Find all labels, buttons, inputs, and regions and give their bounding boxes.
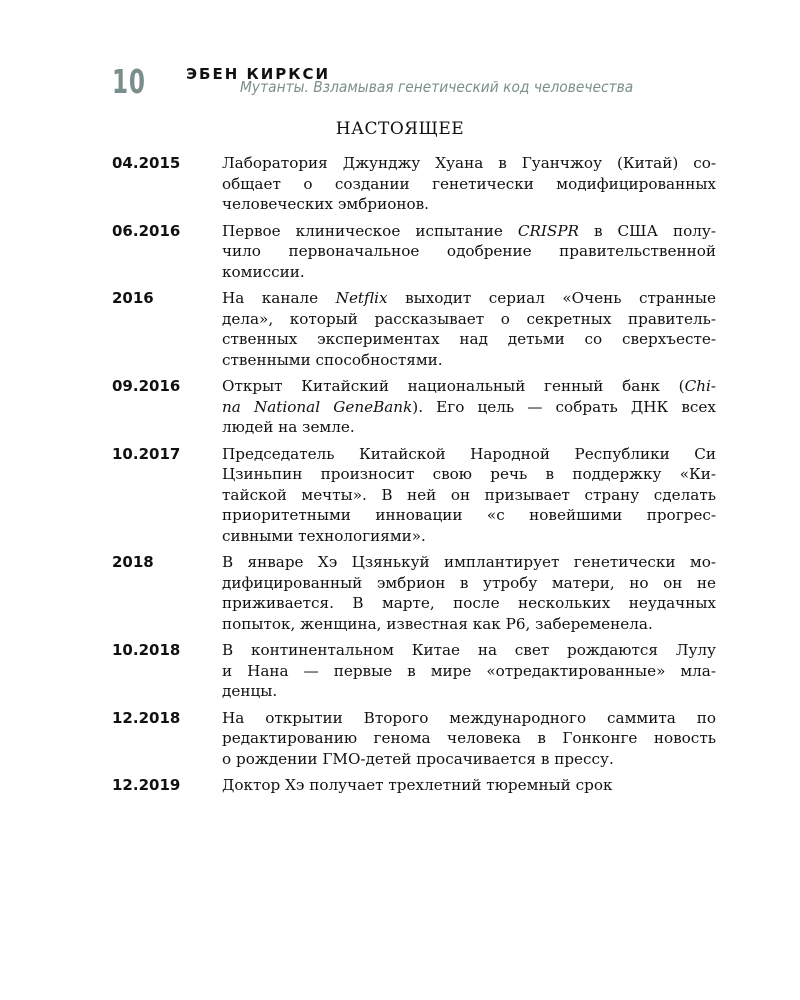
entry-text xyxy=(222,552,716,634)
entry-line: тайской мечты». В ней он призывает страну сделать xyxy=(222,485,716,504)
entry-text xyxy=(222,444,716,547)
timeline-entry xyxy=(112,775,716,796)
entry-date: 2016 xyxy=(112,289,154,307)
timeline-entry xyxy=(112,708,716,770)
entry-date: 12.2018 xyxy=(112,708,181,727)
entry-line: человеческих эмбрионов. xyxy=(222,195,429,213)
entry-text xyxy=(222,775,716,796)
entry-line: дела», который рассказывает о секретных правитель- xyxy=(222,309,716,328)
italic-run: na National GeneBank xyxy=(222,397,413,416)
entry-date: 09.2016 xyxy=(112,377,181,395)
entry-line: денцы. xyxy=(222,682,278,700)
entry-text xyxy=(222,376,716,438)
timeline-entry xyxy=(112,288,716,370)
entry-line: В январе Хэ Цзянькуй имплантирует генетически мо- xyxy=(222,553,716,571)
entry-line: дифицированный эмбрион в утробу матери, но он не xyxy=(222,573,716,592)
entry-line: людей на земле. xyxy=(222,418,355,436)
entry-text xyxy=(222,153,716,215)
entry-line xyxy=(222,397,716,418)
entry-date: 2018 xyxy=(112,553,154,571)
entry-line xyxy=(222,221,716,242)
entry-line: попыток, женщина, известная как Р6, забеременела. xyxy=(222,614,653,633)
timeline-entry xyxy=(112,640,716,702)
italic-run: Chi- xyxy=(684,377,716,395)
timeline-entry xyxy=(112,444,716,547)
entry-line xyxy=(222,288,716,309)
entry-line: приживается. В марте, после нескольких неудачных xyxy=(222,594,716,612)
entry-date: 10.2017 xyxy=(112,444,181,463)
text-run: выходит сериал «Очень странные xyxy=(387,289,716,307)
entry-date: 04.2015 xyxy=(112,154,181,172)
book-title: Мутанты. Взламывая генетический код человечества xyxy=(240,78,634,96)
running-header xyxy=(112,58,712,102)
section-title: НАСТОЯЩЕЕ xyxy=(335,119,465,139)
entry-line: Доктор Хэ получает трехлетний тюремный срок xyxy=(222,776,613,794)
timeline xyxy=(112,153,716,802)
text-run: ). Его цель — собрать ДНК всех xyxy=(412,397,716,416)
timeline-entry xyxy=(112,153,716,215)
entry-line: общает о создании генетически модифицированных xyxy=(222,174,716,193)
entry-date: 10.2018 xyxy=(112,641,181,659)
entry-text xyxy=(222,288,716,370)
entry-line: Председатель Китайской Народной Республики Си xyxy=(222,444,716,463)
entry-line xyxy=(222,376,716,397)
entry-text xyxy=(222,221,716,283)
text-run: Первое клиническое испытание xyxy=(222,221,518,240)
entry-line: Цзиньпин произносит свою речь в поддержку «Ки- xyxy=(222,465,716,483)
entry-line: Лаборатория Джунджу Хуана в Гуанчжоу (Китай) со- xyxy=(222,154,716,172)
entry-line: комиссии. xyxy=(222,262,305,281)
entry-date: 12.2019 xyxy=(112,776,181,794)
entry-line: На открытии Второго международного саммита по xyxy=(222,708,716,727)
entry-line: ственными способностями. xyxy=(222,350,443,369)
entry-text xyxy=(222,640,716,702)
entry-line: сивными технологиями». xyxy=(222,526,426,545)
entry-date: 06.2016 xyxy=(112,221,181,240)
text-run: Открыт Китайский национальный генный банк ( xyxy=(222,377,685,395)
text-run: На канале xyxy=(222,289,336,307)
author-name: ЭБЕН КИРКСИ xyxy=(186,65,331,83)
italic-run: Netflix xyxy=(335,289,388,307)
timeline-entry xyxy=(112,376,716,438)
entry-text xyxy=(222,708,716,770)
entry-line: о рождении ГМО-детей просачивается в прессу. xyxy=(222,749,614,768)
italic-run: CRISPR xyxy=(517,221,579,240)
text-run: в США полу- xyxy=(578,221,716,240)
entry-line: чило первоначальное одобрение правительственной xyxy=(222,242,716,260)
timeline-entry xyxy=(112,552,716,634)
entry-line: ственных экспериментах над детьми со сверхъесте- xyxy=(222,330,716,348)
timeline-entry xyxy=(112,221,716,283)
page-number: 10 xyxy=(112,62,146,101)
entry-line: приоритетными инновации «с новейшими прогрес- xyxy=(222,506,716,524)
entry-line: и Нана — первые в мире «отредактированные» мла- xyxy=(222,661,716,680)
entry-line: редактированию генома человека в Гонконге новость xyxy=(222,729,716,747)
entry-line: В континентальном Китае на свет рождаются Лулу xyxy=(222,641,716,659)
